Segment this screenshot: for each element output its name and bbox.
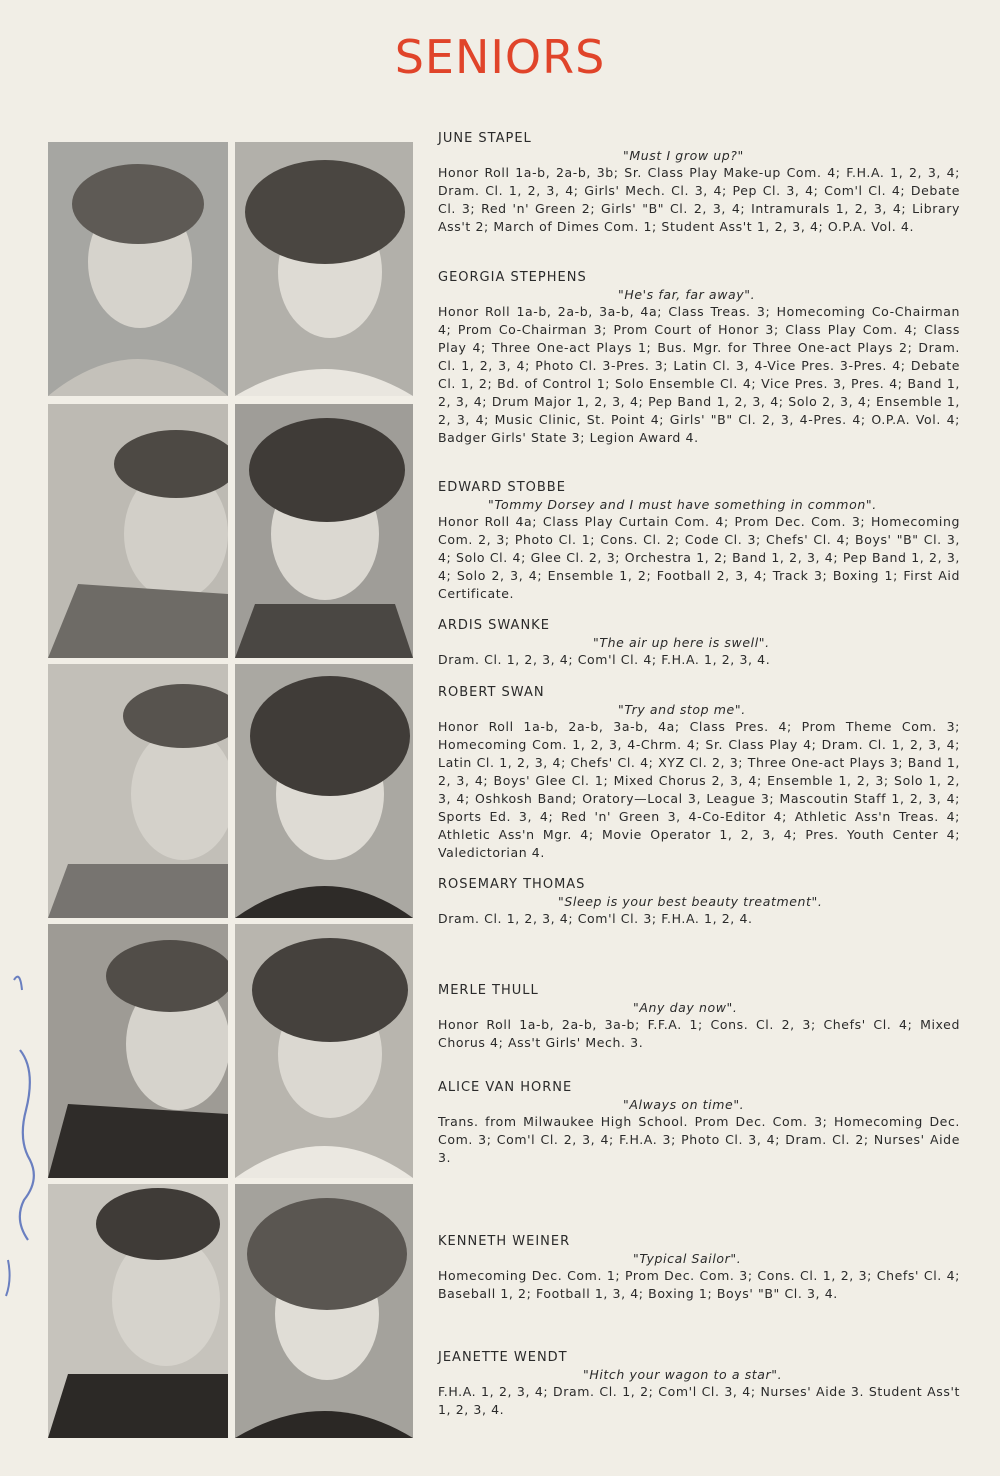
senior-quote: "Any day now". — [633, 1000, 738, 1015]
senior-entry — [438, 1234, 960, 1303]
portrait-photo — [235, 924, 413, 1178]
portrait-photo — [48, 1184, 228, 1438]
senior-entry — [438, 685, 960, 862]
senior-quote: "Hitch your wagon to a star". — [583, 1367, 783, 1382]
portrait-photo — [235, 664, 413, 918]
portrait-photo — [235, 1184, 413, 1438]
senior-quote: "Sleep is your best beauty treatment". — [558, 894, 823, 909]
senior-activities: Honor Roll 1a-b, 2a-b, 3b; Sr. Class Play Make-up Com. 4; F.H.A. 1, 2, 3, 4; Dram. Cl. 1, 2, 3, 4; Girls' Mech. Cl. 3, 4; Pep Cl. 3, 4; Com'l Cl. 4; Debate Cl. 3; Red 'n' Green 2; Girls' "B" Cl. 2, 3, 4; Intramurals 1, 2, 3, 4; Library Ass't 2; March of Dimes Com. 1; Student Ass't 1, 2, 3, 4; O.P.A. Vol. 4. — [438, 165, 960, 234]
senior-activities: Honor Roll 1a-b, 2a-b, 3a-b, 4a; Class Treas. 3; Homecoming Co-Chairman 4; Prom Co-Chairman 3; Prom Court of Honor 3; Class Play Com. 4; Class Play 4; Three One-act Plays 1; Bus. Mgr. for Three One-act Plays 2; Dram. Cl. 1, 2, 3, 4; Photo Cl. 3-Pres. 3; Latin Cl. 3, 4-Vice Pres. 3-Pres. 4; Debate Cl. 1, 2; Bd. of Control 1; Solo Ensemble Cl. 4; Vice Pres. 3, Pres. 4; Band 1, 2, 3, 4; Drum Major 1, 2, 3, 4; Pep Band 1, 2, 3, 4; Solo 2, 3, 4; Ensemble 1, 2, 3, 4; Music Clinic, St. Point 4; Girls' "B" Cl. 2, 3, 4-Pres. 4; O.P.A. Vol. 4; Badger Girls' State 3; Legion Award 4. — [438, 304, 960, 445]
senior-entry — [438, 877, 960, 928]
senior-quote: "Always on time". — [623, 1097, 745, 1112]
portrait-photo — [235, 142, 413, 396]
senior-quote: "Must I grow up?" — [623, 148, 744, 163]
senior-entry — [438, 1350, 960, 1419]
senior-name: ROSEMARY THOMAS — [438, 877, 586, 892]
senior-name: ARDIS SWANKE — [438, 618, 550, 633]
senior-quote: "He's far, far away". — [618, 287, 756, 302]
senior-entry — [438, 1080, 960, 1167]
senior-entry — [438, 983, 960, 1052]
senior-name: EDWARD STOBBE — [438, 480, 566, 495]
senior-activities: Dram. Cl. 1, 2, 3, 4; Com'l Cl. 3; F.H.A. 1, 2, 4. — [438, 911, 753, 926]
handwritten-signature — [0, 960, 48, 1300]
page-title: SENIORS — [394, 30, 606, 84]
senior-quote: "Tommy Dorsey and I must have something in common". — [488, 497, 877, 512]
senior-activities: Homecoming Dec. Com. 1; Prom Dec. Com. 3; Cons. Cl. 1, 2, 3; Chefs' Cl. 4; Baseball 1, 2; Football 1, 3, 4; Boxing 1; Boys' "B" Cl. 3, 4. — [438, 1268, 960, 1301]
senior-activities: Honor Roll 4a; Class Play Curtain Com. 4; Prom Dec. Com. 3; Homecoming Com. 2, 3; Photo Cl. 1; Cons. Cl. 2; Code Cl. 3; Chefs' Cl. 4; Boys' "B" Cl. 3, 4; Solo Cl. 4; Glee Cl. 2, 3; Orchestra 1, 2; Band 1, 2, 3, 4; Pep Band 1, 2, 3, 4; Solo 2, 3, 4; Ensemble 1, 2; Football 2, 3, 4; Track 3; Boxing 1; First Aid Certificate. — [438, 514, 960, 601]
senior-name: KENNETH WEINER — [438, 1234, 571, 1249]
senior-quote: "Try and stop me". — [618, 702, 746, 717]
senior-name: GEORGIA STEPHENS — [438, 270, 587, 285]
senior-name: ALICE VAN HORNE — [438, 1080, 573, 1095]
portrait-photo — [235, 404, 413, 658]
senior-quote: "The air up here is swell". — [593, 635, 770, 650]
senior-activities: Honor Roll 1a-b, 2a-b, 3a-b, 4a; Class Pres. 4; Prom Theme Com. 3; Homecoming Com. 1, 2, 3, 4-Chrm. 4; Sr. Class Play 4; Dram. Cl. 1, 2, 3, 4; Latin Cl. 1, 2, 3, 4; Chefs' Cl. 4; XYZ Cl. 2, 3; Three One-act Plays 3; Band 1, 2, 3, 4; Boys' Glee Cl. 1; Mixed Chorus 2, 3, 4; Ensemble 1, 2, 3; Solo 1, 2, 3, 4; Oshkosh Band; Oratory—Local 3, League 3; Mascoutin Staff 1, 2, 3, 4; Sports Ed. 3, 4; Red 'n' Green 3, 4-Co-Editor 4; Athletic Ass'n Treas. 4; Athletic Ass'n Mgr. 4; Movie Operator 1, 2, 3, 4; Pres. Youth Center 4; Valedictorian 4. — [438, 719, 960, 860]
senior-name: JEANETTE WENDT — [438, 1350, 568, 1365]
senior-name: MERLE THULL — [438, 983, 539, 998]
portrait-photo — [48, 664, 228, 918]
senior-entry — [438, 618, 960, 669]
senior-activities: F.H.A. 1, 2, 3, 4; Dram. Cl. 1, 2; Com'l Cl. 3, 4; Nurses' Aide 3. Student Ass't 1, 2, 3, 4. — [438, 1384, 960, 1417]
senior-entry — [438, 131, 960, 236]
portrait-photo — [48, 142, 228, 396]
portrait-photo — [48, 404, 228, 658]
senior-quote: "Typical Sailor". — [633, 1251, 742, 1266]
portrait-photo — [48, 924, 228, 1178]
senior-entry — [438, 270, 960, 447]
senior-entry — [438, 480, 960, 603]
senior-activities: Dram. Cl. 1, 2, 3, 4; Com'l Cl. 4; F.H.A. 1, 2, 3, 4. — [438, 652, 771, 667]
senior-activities: Honor Roll 1a-b, 2a-b, 3a-b; F.F.A. 1; Cons. Cl. 2, 3; Chefs' Cl. 4; Mixed Chorus 4; Ass't Girls' Mech. 3. — [438, 1017, 960, 1050]
senior-name: JUNE STAPEL — [438, 131, 532, 146]
senior-activities: Trans. from Milwaukee High School. Prom Dec. Com. 3; Homecoming Dec. Com. 3; Com'l Cl. 2, 3, 4; F.H.A. 3; Photo Cl. 3, 4; Dram. Cl. 2; Nurses' Aide 3. — [438, 1114, 960, 1165]
senior-name: ROBERT SWAN — [438, 685, 545, 700]
